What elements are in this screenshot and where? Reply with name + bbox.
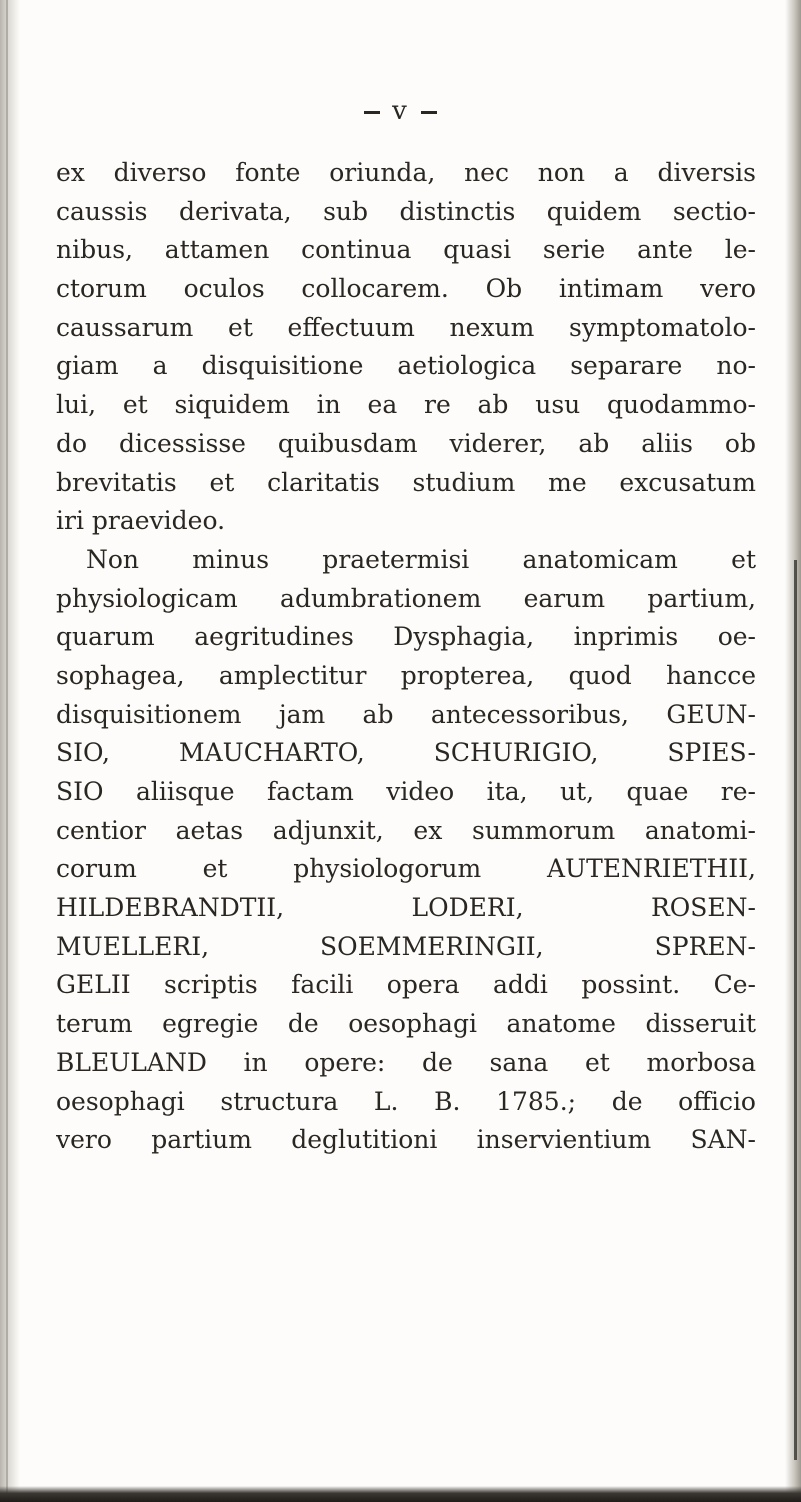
page-edge-right-shadow <box>794 560 797 1460</box>
text-line: physiologicam adumbrationem earum partium, <box>56 583 756 613</box>
text-line: HILDEBRANDTII, LODERI, ROSEN- <box>56 893 756 923</box>
binding-gutter <box>0 0 20 1502</box>
text-line: iri praevideo. <box>56 506 226 536</box>
text-line: brevitatis et claritatis studium me excusatum <box>56 467 756 497</box>
text-line: corum et physiologorum AUTENRIETHII, <box>56 854 756 884</box>
page-edge-right <box>785 0 801 1502</box>
text-line: quarum aegritudines Dysphagia, inprimis oe- <box>56 622 756 652</box>
header-dash-right <box>421 111 437 114</box>
text-line: SIO, MAUCHARTO, SCHURIGIO, SPIES- <box>56 738 756 768</box>
text-line: BLEULAND in opere: de sana et morbosa <box>56 1047 756 1077</box>
text-line: sophagea, amplectitur propterea, quod hancce <box>56 660 756 690</box>
text-line: lui, et siquidem in ea re ab usu quodammo- <box>56 390 756 420</box>
text-line: vero partium deglutitioni inservientium SAN- <box>56 1125 756 1155</box>
text-line: GELII scriptis facili opera addi possint. Ce- <box>56 970 756 1000</box>
text-line: giam a disquisitione aetiologica separare no- <box>56 351 756 381</box>
body-text <box>56 154 756 1160</box>
text-line: centior aetas adjunxit, ex summorum anatomi- <box>56 815 756 845</box>
text-line: caussarum et effectuum nexum symptomatolo- <box>56 312 756 342</box>
page-edge-bottom <box>0 1486 801 1502</box>
page-number: v <box>392 96 409 126</box>
text-line: nibus, attamen continua quasi serie ante le- <box>56 235 756 265</box>
text-line: disquisitionem jam ab antecessoribus, GEUN- <box>56 699 756 729</box>
text-line: caussis derivata, sub distinctis quidem sectio- <box>56 196 756 226</box>
binding-edge-line <box>6 0 8 1502</box>
text-line: ex diverso fonte oriunda, nec non a diversis <box>56 158 756 187</box>
text-line: Non minus praetermisi anatomicam et <box>86 544 756 574</box>
text-line: terum egregie de oesophagi anatome disseruit <box>56 1009 756 1039</box>
text-line: MUELLERI, SOEMMERINGII, SPREN- <box>56 931 756 961</box>
text-line: oesophagi structura L. B. 1785.; de officio <box>56 1086 756 1116</box>
text-line: ctorum oculos collocarem. Ob intimam vero <box>56 274 756 304</box>
text-line: do dicessisse quibusdam viderer, ab aliis ob <box>56 428 756 458</box>
header-dash-left <box>364 111 380 114</box>
text-line: SIO aliisque factam video ita, ut, quae re- <box>56 777 756 806</box>
page-header <box>0 96 801 126</box>
